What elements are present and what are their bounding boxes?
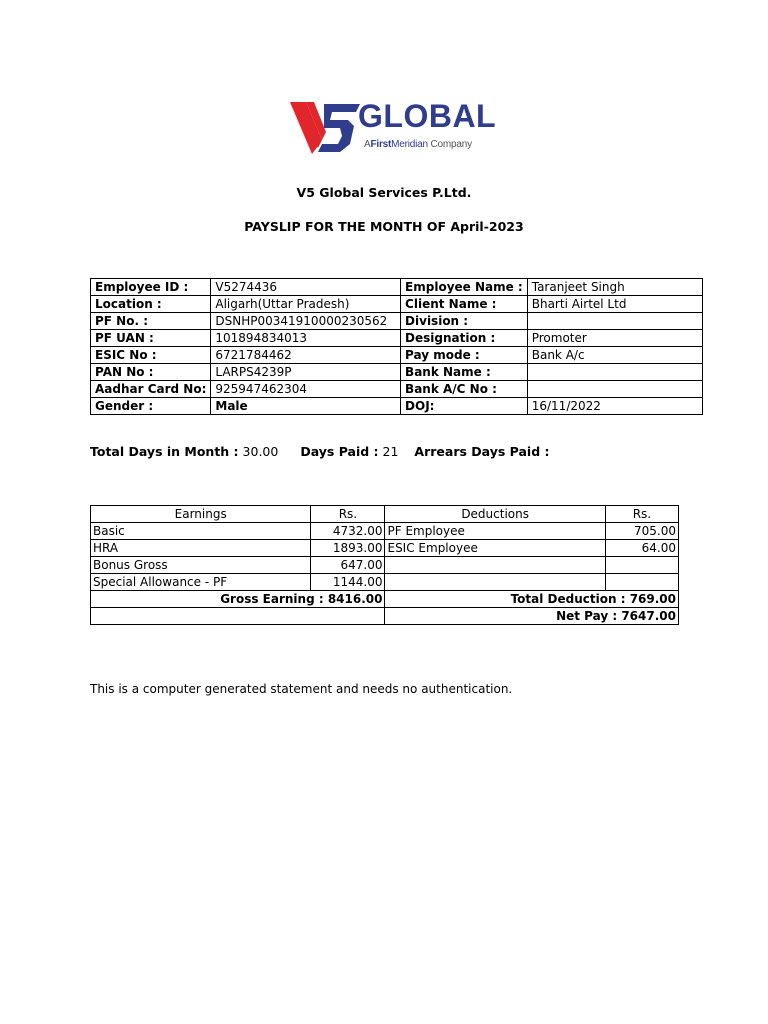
- gross-earning: Gross Earning : 8416.00: [91, 591, 385, 608]
- info-label: Designation :: [401, 330, 528, 347]
- earning-amount: 647.00: [311, 557, 385, 574]
- employee-info-row: [91, 364, 703, 381]
- info-value: 925947462304: [211, 381, 401, 398]
- info-value: [527, 313, 702, 330]
- employee-info-row: [91, 398, 703, 415]
- employee-info-row: [91, 347, 703, 364]
- info-value: V5274436: [211, 279, 401, 296]
- info-value: 101894834013: [211, 330, 401, 347]
- deduction-amount: 64.00: [605, 540, 678, 557]
- company-logo: [288, 96, 497, 160]
- employee-info-row: [91, 330, 703, 347]
- info-value: [527, 381, 702, 398]
- info-value: [527, 364, 702, 381]
- info-label: Gender :: [91, 398, 211, 415]
- earnings-row: [91, 540, 679, 557]
- earnings-header: Earnings: [91, 506, 311, 523]
- company-name: V5 Global Services P.Ltd.: [296, 185, 472, 200]
- info-value: Promoter: [527, 330, 702, 347]
- earning-name: HRA: [91, 540, 311, 557]
- logo-brand-text: GLOBAL: [358, 98, 497, 134]
- footer-note: This is a computer generated statement and needs no authentication.: [90, 682, 513, 696]
- info-label: Employee Name :: [401, 279, 528, 296]
- info-label: PF No. :: [91, 313, 211, 330]
- deduction-name: [385, 574, 605, 591]
- deduction-amount: [605, 557, 678, 574]
- earning-name: Special Allowance - PF: [91, 574, 311, 591]
- logo-tagline: AFirstMeridian Company: [364, 139, 472, 150]
- deduction-amount: 705.00: [605, 523, 678, 540]
- days-paid-value: 21: [382, 444, 399, 459]
- earning-name: Bonus Gross: [91, 557, 311, 574]
- deduction-name: [385, 557, 605, 574]
- info-label: Bank A/C No :: [401, 381, 528, 398]
- deductions-rs-header: Rs.: [605, 506, 678, 523]
- net-pay: Net Pay : 7647.00: [385, 608, 679, 625]
- deduction-name: ESIC Employee: [385, 540, 605, 557]
- earnings-header-row: [91, 506, 679, 523]
- info-value: DSNHP00341910000230562: [211, 313, 401, 330]
- earning-amount: 1893.00: [311, 540, 385, 557]
- info-label: Aadhar Card No:: [91, 381, 211, 398]
- employee-info-table: [90, 278, 703, 415]
- deduction-name: PF Employee: [385, 523, 605, 540]
- info-label: PF UAN :: [91, 330, 211, 347]
- info-value: Bank A/c: [527, 347, 702, 364]
- net-pay-spacer: [91, 608, 385, 625]
- employee-info-row: [91, 279, 703, 296]
- deductions-header: Deductions: [385, 506, 605, 523]
- info-label: Pay mode :: [401, 347, 528, 364]
- earnings-row: [91, 523, 679, 540]
- earning-name: Basic: [91, 523, 311, 540]
- info-label: DOJ:: [401, 398, 528, 415]
- earnings-deductions-table: [90, 505, 679, 625]
- earnings-row: [91, 557, 679, 574]
- info-label: Employee ID :: [91, 279, 211, 296]
- info-label: ESIC No :: [91, 347, 211, 364]
- info-label: Bank Name :: [401, 364, 528, 381]
- info-value: 6721784462: [211, 347, 401, 364]
- info-value: LARPS4239P: [211, 364, 401, 381]
- total-days-label: Total Days in Month :: [90, 444, 239, 459]
- employee-info-row: [91, 296, 703, 313]
- earnings-rs-header: Rs.: [311, 506, 385, 523]
- info-value: 16/11/2022: [527, 398, 702, 415]
- info-label: Division :: [401, 313, 528, 330]
- v5-logo-mark: [288, 96, 364, 160]
- employee-info-row: [91, 313, 703, 330]
- info-label: Client Name :: [401, 296, 528, 313]
- employee-info-row: [91, 381, 703, 398]
- total-days-value: 30.00: [242, 444, 279, 459]
- days-summary: [90, 443, 550, 461]
- info-value: Taranjeet Singh: [527, 279, 702, 296]
- deduction-amount: [605, 574, 678, 591]
- days-paid-label: Days Paid :: [300, 444, 379, 459]
- info-label: Location :: [91, 296, 211, 313]
- totals-row: [91, 591, 679, 608]
- info-value: Aligarh(Uttar Pradesh): [211, 296, 401, 313]
- earning-amount: 1144.00: [311, 574, 385, 591]
- net-pay-row: [91, 608, 679, 625]
- earnings-row: [91, 574, 679, 591]
- info-value: Male: [211, 398, 401, 415]
- arrears-days-label: Arrears Days Paid :: [414, 444, 550, 459]
- earning-amount: 4732.00: [311, 523, 385, 540]
- info-label: PAN No :: [91, 364, 211, 381]
- payslip-title: PAYSLIP FOR THE MONTH OF April-2023: [244, 219, 524, 234]
- info-value: Bharti Airtel Ltd: [527, 296, 702, 313]
- total-deduction: Total Deduction : 769.00: [385, 591, 679, 608]
